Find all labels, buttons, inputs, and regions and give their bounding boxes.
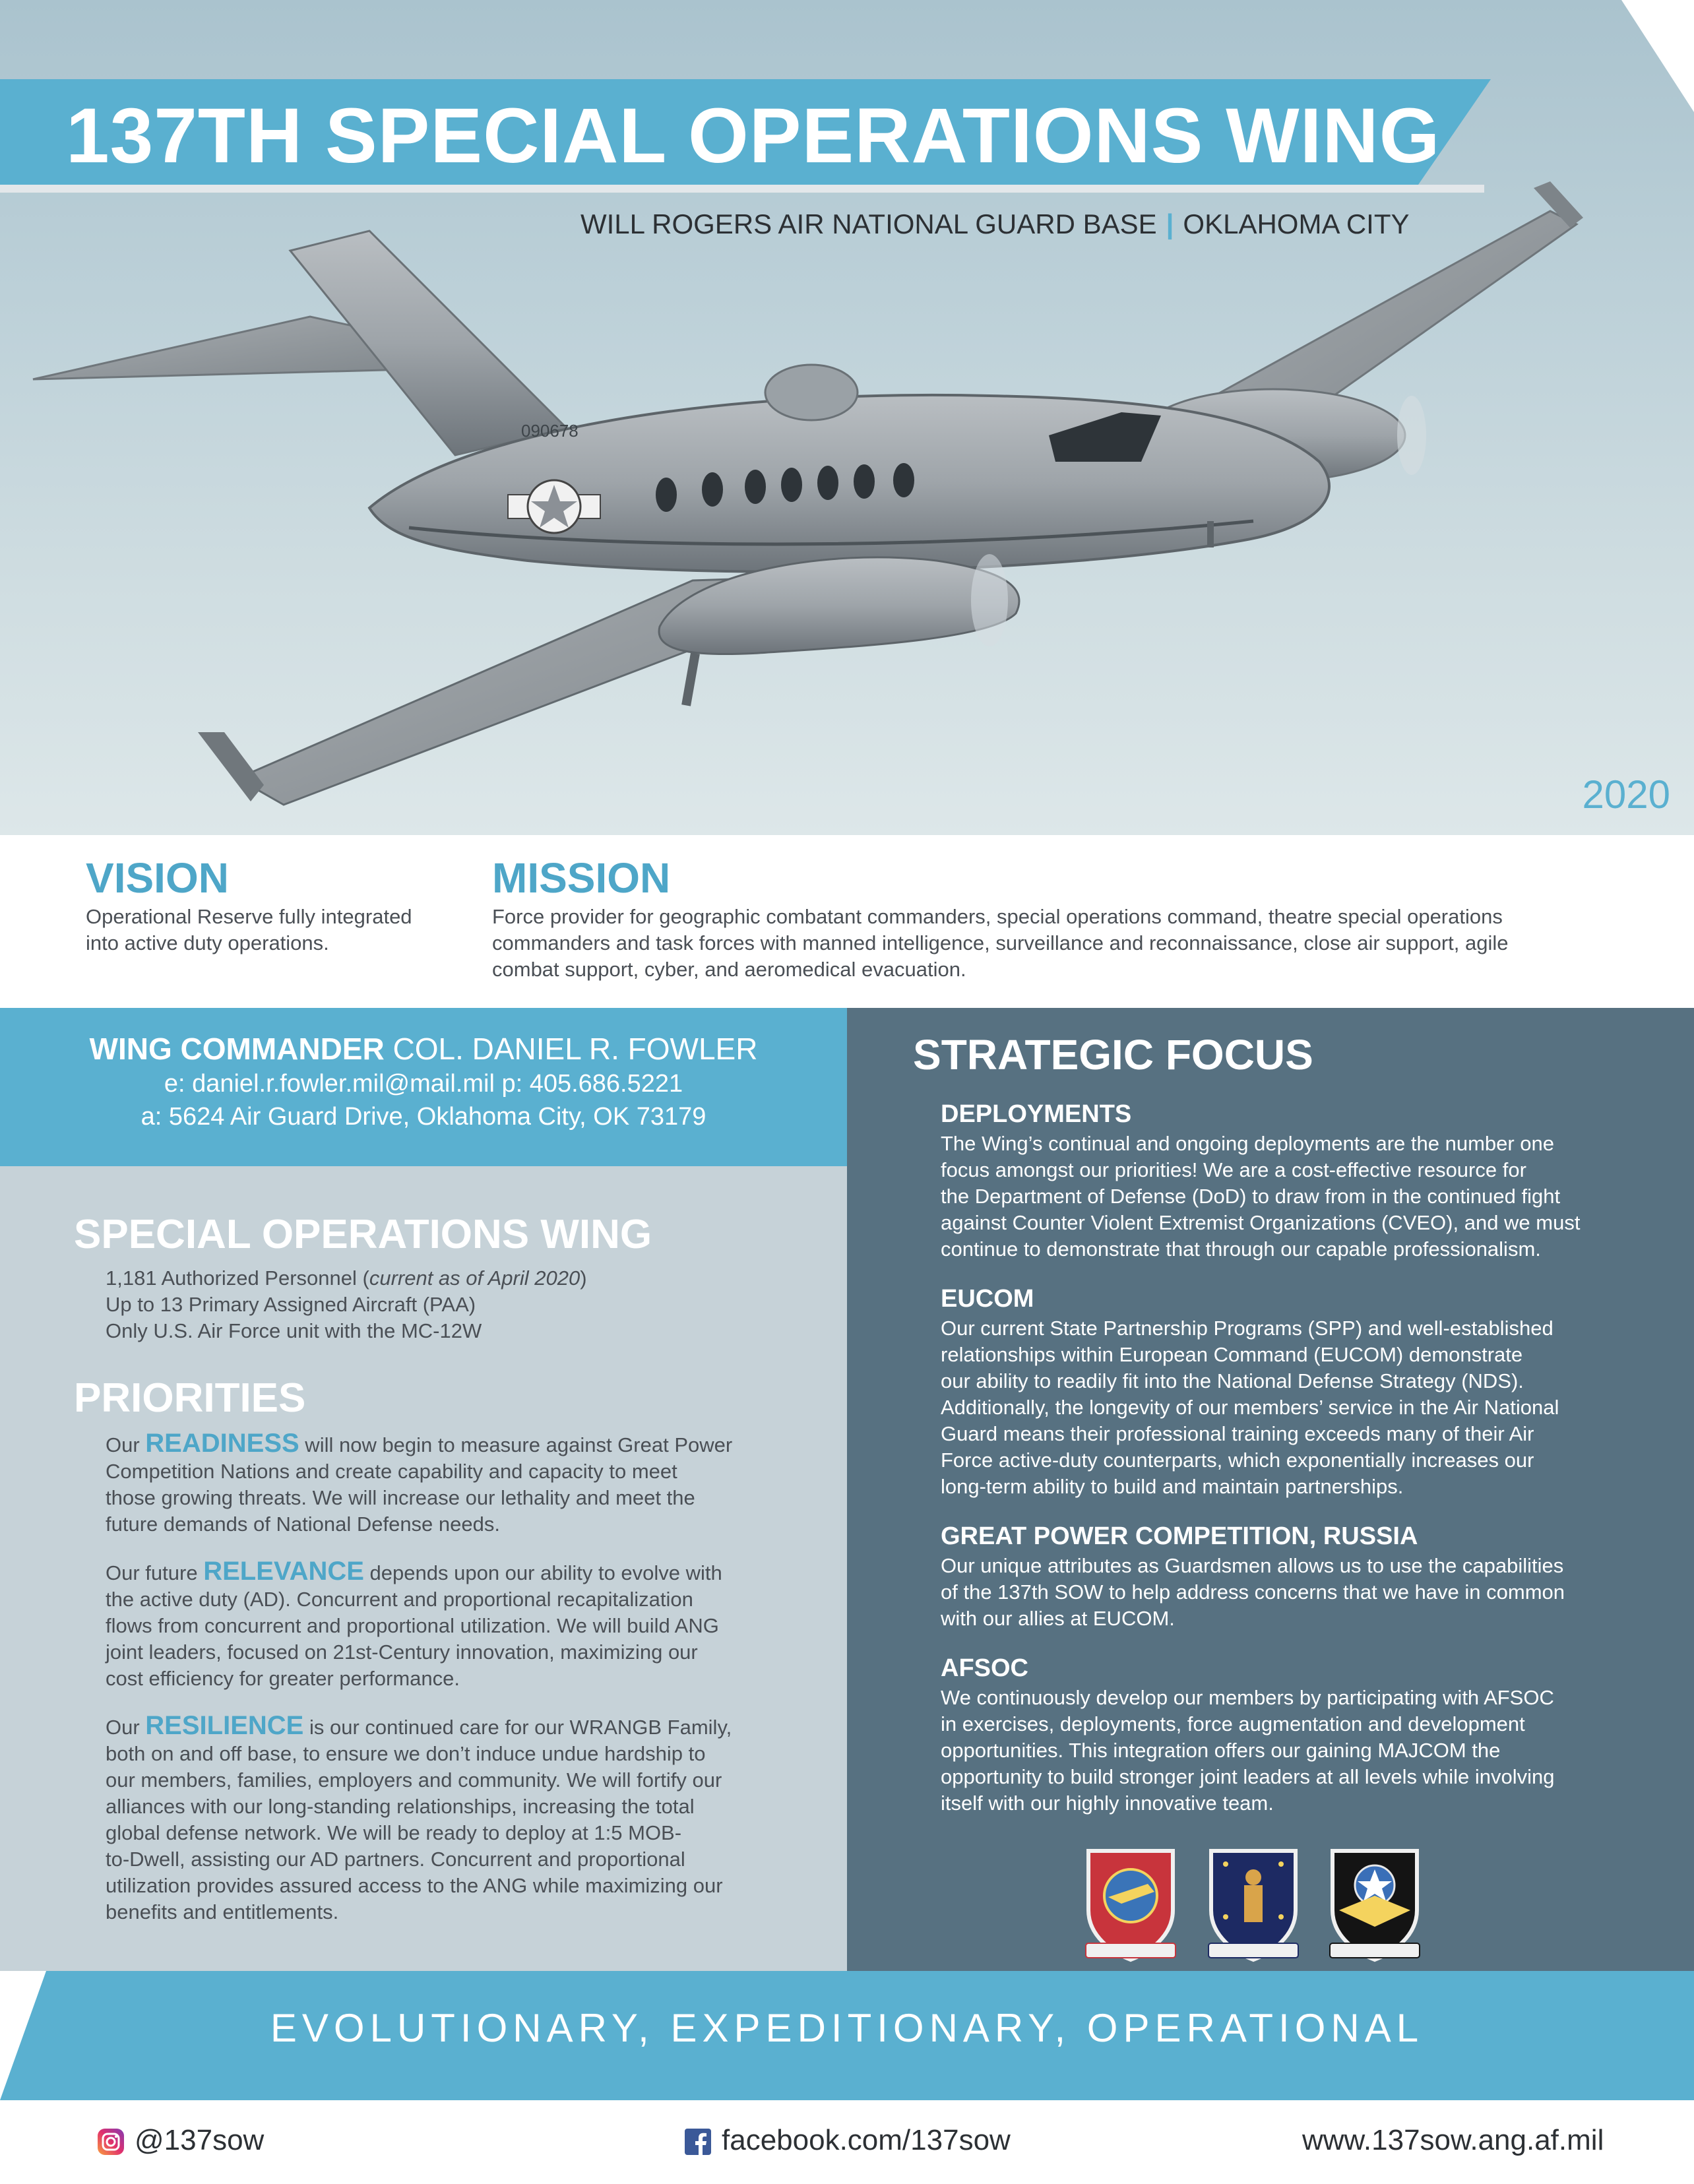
eucom-line: Force active-duty counterparts, which exponentially increases our <box>941 1449 1534 1472</box>
facebook-link[interactable] <box>683 2124 1011 2157</box>
vision-line: Operational Reserve fully integrated <box>86 905 412 928</box>
resilience-line: to-Dwell, assisting our AD partners. Concurrent and proportional <box>106 1848 685 1871</box>
afsoc-text <box>941 1685 1647 1817</box>
relevance-line: the active duty (AD). Concurrent and proportional recapitalization <box>106 1588 693 1611</box>
gpc-russia-heading: GREAT POWER COMPETITION, RUSSIA <box>941 1522 1418 1550</box>
location-subtitle <box>580 208 1409 240</box>
commander-label: WING COMMANDER <box>89 1032 385 1066</box>
subtitle-separator: | <box>1166 208 1174 239</box>
resilience-lead: Our <box>106 1716 146 1739</box>
sow-facts-list <box>106 1265 587 1344</box>
readiness-line: future demands of National Defense needs. <box>106 1513 500 1536</box>
afsoc-line: opportunities. This integration offers our gaining MAJCOM the <box>941 1739 1501 1762</box>
afsoc-line: opportunity to build stronger joint leaders at all levels while involving <box>941 1765 1555 1788</box>
readiness-lead: Our <box>106 1433 146 1456</box>
afsoc-line: in exercises, deployments, force augmentation and development <box>941 1712 1525 1735</box>
deployments-line: The Wing’s continual and ongoing deployments are the number one <box>941 1132 1555 1155</box>
relevance-keyword: RELEVANCE <box>203 1557 364 1586</box>
deployments-text <box>941 1131 1647 1263</box>
sow-fact-unit: Only U.S. Air Force unit with the MC-12W <box>106 1319 482 1342</box>
relevance-line: cost efficiency for greater performance. <box>106 1667 460 1690</box>
eucom-line: our ability to readily fit into the National Defense Strategy (NDS). <box>941 1369 1524 1392</box>
hero-section <box>0 0 1694 835</box>
commander-name: COL. DANIEL R. FOWLER <box>392 1032 758 1066</box>
gpc-line: Our unique attributes as Guardsmen allows us to use the capabilities <box>941 1554 1564 1577</box>
base-name: WILL ROGERS AIR NATIONAL GUARD BASE <box>580 208 1157 239</box>
relevance-first: depends upon our ability to evolve with <box>363 1561 722 1584</box>
resilience-keyword: RESILIENCE <box>145 1711 304 1740</box>
resilience-line: alliances with our long-standing relationships, increasing the total <box>106 1795 695 1818</box>
commander-title <box>0 1030 847 1067</box>
tail-number: 090678 <box>521 421 579 441</box>
mission-line: commanders and task forces with manned intelligence, surveillance and reconnaissance, close air support, agile <box>492 931 1509 954</box>
year-label: 2020 <box>1582 772 1670 817</box>
commander-contact: e: daniel.r.fowler.mil@mail.mil p: 405.686.5221 <box>164 1070 683 1098</box>
mission-line: Force provider for geographic combatant commanders, special operations command, theatre special operations <box>492 905 1503 928</box>
relevance-first-line <box>106 1558 792 1586</box>
readiness-paragraph <box>106 1430 792 1538</box>
relevance-line: joint leaders, focused on 21st-Century innovation, maximizing our <box>106 1640 698 1664</box>
instagram-icon <box>96 2127 125 2156</box>
page-title: 137TH SPECIAL OPERATIONS WING <box>66 92 1441 179</box>
eucom-line: Additionally, the longevity of our members’ service in the Air National <box>941 1396 1559 1419</box>
priorities-heading: PRIORITIES <box>74 1375 306 1421</box>
personnel-note: current as of April 2020 <box>369 1266 580 1290</box>
resilience-line: our members, families, employers and community. We will fortify our <box>106 1768 722 1792</box>
strategic-focus-heading: STRATEGIC FOCUS <box>913 1031 1313 1078</box>
afsoc-emblem <box>1326 1844 1424 1963</box>
commander-address: a: 5624 Air Guard Drive, Oklahoma City, OK 73179 <box>141 1103 706 1131</box>
deployments-line: continue to demonstrate that through our capable professionalism. <box>941 1237 1541 1261</box>
deployments-heading: DEPLOYMENTS <box>941 1100 1132 1128</box>
wing-commander-box <box>0 1008 847 1166</box>
sow-fact-aircraft: Up to 13 Primary Assigned Aircraft (PAA) <box>106 1293 476 1316</box>
resilience-first-line <box>106 1712 792 1741</box>
relevance-lead: Our future <box>106 1561 204 1584</box>
resilience-paragraph <box>106 1712 792 1925</box>
resilience-line: utilization provides assured access to the ANG while maximizing our <box>106 1874 723 1897</box>
afsoc-line: itself with our highly innovative team. <box>941 1792 1274 1815</box>
sow-heading: SPECIAL OPERATIONS WING <box>74 1212 652 1257</box>
eucom-text <box>941 1315 1647 1500</box>
resilience-line: benefits and entitlements. <box>106 1900 339 1923</box>
eucom-line: Our current State Partnership Programs (SPP) and well-established <box>941 1317 1553 1340</box>
resilience-line: both on and off base, to ensure we don’t induce undue hardship to <box>106 1742 706 1765</box>
mission-line: combat support, cyber, and aeromedical evacuation. <box>492 958 966 981</box>
resilience-first: is our continued care for our WRANGB Family, <box>303 1716 732 1739</box>
eucom-line: long-term ability to build and maintain partnerships. <box>941 1475 1404 1498</box>
relevance-line: flows from concurrent and proportional utilization. We will build ANG <box>106 1614 719 1637</box>
eucom-heading: EUCOM <box>941 1285 1034 1313</box>
readiness-line: those growing threats. We will increase our lethality and meet the <box>106 1486 695 1509</box>
sow-fact-personnel <box>106 1265 587 1292</box>
afsoc-line: We continuously develop our members by participating with AFSOC <box>941 1686 1554 1709</box>
deployments-line: against Counter Violent Extremist Organizations (CVEO), and we must <box>941 1211 1581 1234</box>
motto-text: EVOLUTIONARY, EXPEDITIONARY, OPERATIONAL <box>270 2006 1424 2050</box>
readiness-line: Competition Nations and create capability and capacity to meet <box>106 1460 677 1483</box>
gpc-russia-text <box>941 1553 1647 1632</box>
instagram-link[interactable] <box>96 2124 264 2157</box>
vision-line: into active duty operations. <box>86 931 329 954</box>
deployments-line: focus amongst our priorities! We are a cost-effective resource for <box>941 1158 1526 1181</box>
relevance-paragraph <box>106 1558 792 1692</box>
personnel-close: ) <box>580 1266 587 1290</box>
mission-heading: MISSION <box>492 854 671 902</box>
readiness-keyword: READINESS <box>145 1429 299 1458</box>
137th-special-operations-wing-emblem <box>1082 1844 1179 1963</box>
eucom-line: Guard means their professional training exceeds many of their Air <box>941 1422 1534 1445</box>
mc-12w-aircraft-illustration <box>0 152 1694 811</box>
instagram-handle: @137sow <box>135 2124 265 2156</box>
resilience-line: global defense network. We will be ready to deploy at 1:5 MOB- <box>106 1821 682 1844</box>
website-link[interactable]: www.137sow.ang.af.mil <box>1302 2124 1604 2156</box>
deployments-line: the Department of Defense (DoD) to draw from in the continued fight <box>941 1185 1561 1208</box>
hero-corner-cut <box>1621 0 1694 112</box>
readiness-first-line <box>106 1430 792 1458</box>
personnel-text: 1,181 Authorized Personnel ( <box>106 1266 369 1290</box>
afsoc-heading: AFSOC <box>941 1654 1028 1682</box>
eucom-line: relationships within European Command (EUCOM) demonstrate <box>941 1343 1523 1366</box>
vision-heading: VISION <box>86 854 229 902</box>
vision-text <box>86 904 412 956</box>
gpc-line: of the 137th SOW to help address concerns that we have in common <box>941 1580 1565 1604</box>
facebook-url: facebook.com/137sow <box>722 2124 1011 2156</box>
gpc-line: with our allies at EUCOM. <box>941 1607 1175 1630</box>
facebook-icon <box>683 2127 712 2156</box>
city-name: OKLAHOMA CITY <box>1183 208 1410 239</box>
mission-text <box>492 904 1509 983</box>
air-national-guard-emblem <box>1205 1844 1302 1963</box>
readiness-first: will now begin to measure against Great Power <box>299 1433 733 1456</box>
title-underline <box>0 185 1484 193</box>
